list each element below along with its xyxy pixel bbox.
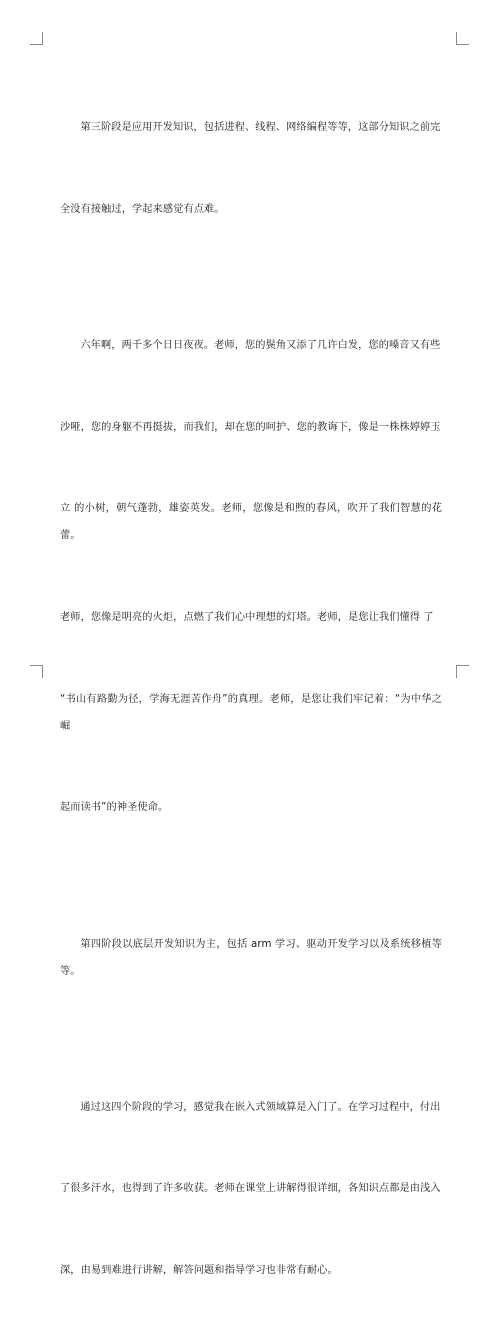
paragraph-line: 了很多汗水，也得到了许多收获。老师在课堂上讲解得很详细，各知识点都是由浅入 — [60, 1183, 441, 1195]
paragraph-line: 第四阶段以底层开发知识为主，包括 arm 学习、驱动开发学习以及系统移植等等。 — [60, 938, 442, 977]
document-body — [60, 60, 442, 1339]
paragraph-stage-three — [60, 60, 442, 278]
paragraph-line: 全没有接触过，学起来感觉有点难。 — [60, 204, 225, 216]
paragraph-stage-four — [60, 876, 442, 1039]
crop-mark-bottom-right — [456, 665, 469, 678]
crop-mark-top-right — [456, 32, 469, 45]
paragraph-line: 第三阶段是应用开发知识，包括进程、线程、网络编程等等，这部分知识之前完 — [80, 122, 441, 134]
paragraph-line: 沙哑，您的身躯不再挺拔，而我们，却在您的呵护、您的教诲下，像是一株株婷婷玉 — [60, 421, 441, 433]
paragraph-summary — [60, 1039, 442, 1338]
crop-mark-top-left — [30, 32, 43, 45]
paragraph-line: 通过这四个阶段的学习，感觉我在嵌入式领域算是入门了。在学习过程中，付出 — [80, 1101, 441, 1113]
paragraph-line: 深，由易到难进行讲解，解答问题和指导学习也非常有耐心。 — [60, 1264, 338, 1276]
crop-mark-bottom-left — [30, 665, 43, 678]
paragraph-teacher-tribute — [60, 278, 442, 876]
paragraph-line: “书山有路勤为径，学海无涯苦作舟”的真理。老师，是您让我们牢记着：“为中华之崛 — [60, 693, 442, 732]
paragraph-line: 六年啊，两千多个日日夜夜。老师，您的鬓角又添了几许白发，您的嗓音又有些 — [80, 340, 441, 352]
paragraph-line: 立 的小树，朝气蓬勃，雄姿英发。老师，您像是和煦的春风，吹开了我们智慧的花蕾。 — [60, 503, 442, 542]
paragraph-line: 老师，您像是明亮的火炬，点燃了我们心中理想的灯塔。老师，是您让我们懂得 了 — [60, 612, 434, 624]
paragraph-line: 起而读书”的神圣使命。 — [60, 802, 169, 814]
